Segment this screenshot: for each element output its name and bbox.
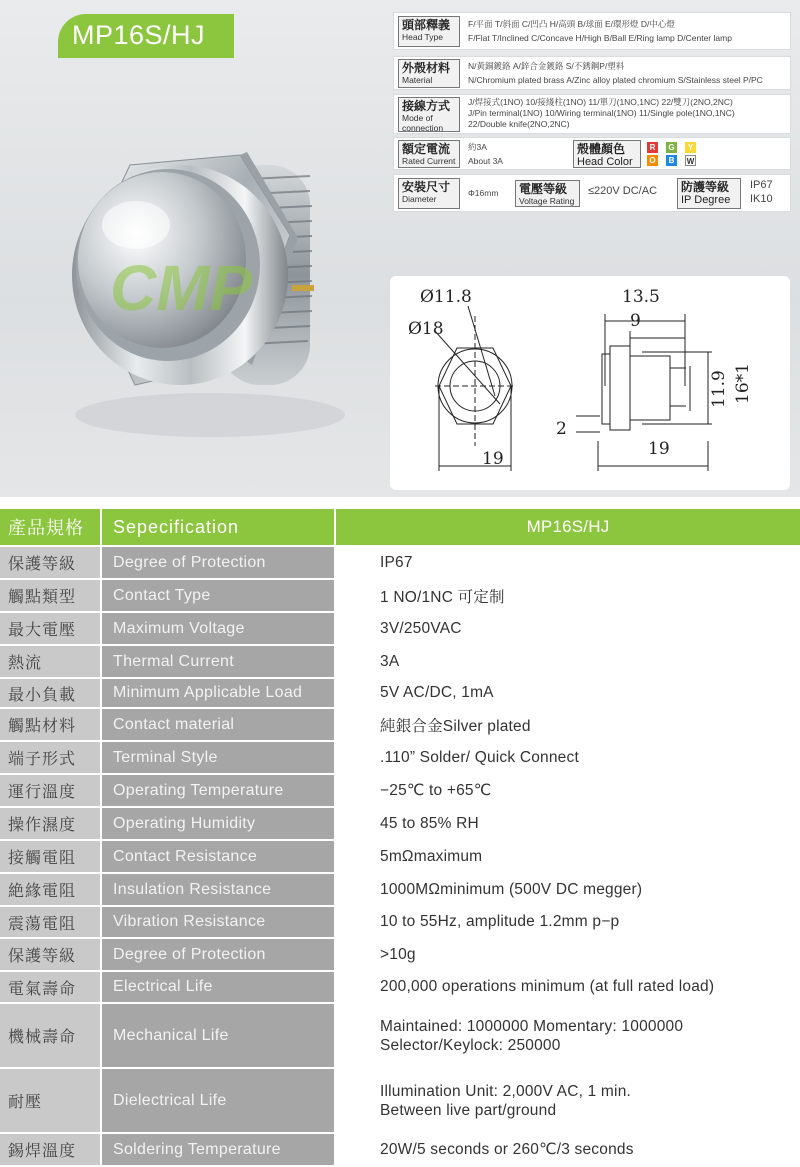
spec-label-en: Soldering Temperature <box>102 1134 334 1165</box>
connection-line-3: 22/Double knife(2NO,2NC) <box>468 119 570 129</box>
spec-value: 200,000 operations minimum (at full rated load) <box>336 972 800 1002</box>
ip-text-2: IK10 <box>750 193 773 205</box>
spec-label-en: Insulation Resistance <box>102 874 334 905</box>
rating-info <box>393 174 791 212</box>
spec-label-zh: 運行溫度 <box>0 775 100 806</box>
spec-row <box>0 1134 800 1167</box>
spec-label-en: Degree of Protection <box>102 547 334 578</box>
color-chip-g: G <box>666 142 677 153</box>
current-text-en: About 3A <box>468 156 503 166</box>
spec-value-line: Between live part/ground <box>380 1101 557 1119</box>
spec-label-zh: 絶緣電阻 <box>0 874 100 905</box>
spec-row <box>0 580 800 613</box>
spec-row <box>0 1069 800 1134</box>
spec-label-en: Minimum Applicable Load <box>102 679 334 707</box>
connection-info <box>393 94 791 134</box>
spec-row <box>0 775 800 808</box>
spec-value: 1000MΩminimum (500V DC megger) <box>336 874 800 905</box>
spec-value: 3A <box>336 646 800 677</box>
spec-row <box>0 874 800 907</box>
dim-side-width: 19 <box>648 439 670 459</box>
spec-row <box>0 679 800 709</box>
brand-watermark: CMP <box>110 252 253 324</box>
spec-label-en: Dielectrical Life <box>102 1069 334 1132</box>
dim-side-thread: 9 <box>630 311 641 331</box>
spec-value <box>336 1069 800 1132</box>
dim-outer-diameter: Ø18 <box>408 319 444 339</box>
dimension-drawing <box>390 276 790 490</box>
spec-row <box>0 907 800 939</box>
spec-header-en: Sepecification <box>102 509 334 545</box>
head-color-label: 殼體顏色 Head Color <box>573 140 641 168</box>
spec-row <box>0 841 800 874</box>
spec-value: 10 to 55Hz, amplitude 1.2mm p−p <box>336 907 800 937</box>
spec-value-line: Selector/Keylock: 250000 <box>380 1036 561 1054</box>
spec-value: 純銀合金Silver plated <box>336 709 800 740</box>
spec-row <box>0 939 800 972</box>
ip-text-1: IP67 <box>750 179 773 191</box>
color-chip-b: B <box>666 155 677 166</box>
material-text-en: N/Chromium plated brass A/Zinc alloy plated chromium S/Stainless steel P/PC <box>468 75 763 85</box>
voltage-text: ≤220V DC/AC <box>588 185 658 197</box>
spec-value-line: Maintained: 1000000 Momentary: 1000000 <box>380 1017 684 1035</box>
spec-value: 3V/250VAC <box>336 613 800 644</box>
dim-side-base: 2 <box>556 419 567 439</box>
spec-value: 5V AC/DC, 1mA <box>336 679 800 707</box>
spec-label-zh: 最大電壓 <box>0 613 100 644</box>
spec-row <box>0 1004 800 1069</box>
product-title: MP16S/HJ <box>72 20 206 50</box>
dim-front-width: 19 <box>482 449 504 469</box>
material-info <box>393 56 791 90</box>
head-type-text-en: F/Flat T/Inclined C/Concave H/High B/Ball E/Ring lamp D/Center lamp <box>468 33 732 43</box>
spec-label-zh: 端子形式 <box>0 742 100 773</box>
spec-value <box>336 1004 800 1067</box>
spec-value: 5mΩmaximum <box>336 841 800 872</box>
spec-label-en: Terminal Style <box>102 742 334 773</box>
spec-label-en: Contact Type <box>102 580 334 611</box>
spec-label-en: Operating Humidity <box>102 808 334 839</box>
spec-label-zh: 熱流 <box>0 646 100 677</box>
spec-value: −25℃ to +65℃ <box>336 775 800 806</box>
spec-label-zh: 操作濕度 <box>0 808 100 839</box>
spec-label-en: Maximum Voltage <box>102 613 334 644</box>
spec-label-en: Vibration Resistance <box>102 907 334 937</box>
connection-label: 接線方式 Mode of connection <box>398 97 460 132</box>
spec-value: >10g <box>336 939 800 970</box>
spec-value: 20W/5 seconds or 260℃/3 seconds <box>336 1134 800 1165</box>
spec-row <box>0 808 800 841</box>
spec-row <box>0 646 800 679</box>
current-color-info <box>393 137 791 170</box>
spec-header-zh: 產品規格 <box>0 509 100 545</box>
spec-label-zh: 觸點材料 <box>0 709 100 740</box>
head-type-label: 頭部釋義 Head Type <box>398 16 460 47</box>
dim-thread-diameter: 16*1 <box>733 363 753 404</box>
dimension-drawing-svg <box>390 276 790 490</box>
spec-label-en: Contact material <box>102 709 334 740</box>
spec-label-zh: 震蕩電阻 <box>0 907 100 937</box>
spec-label-en: Degree of Protection <box>102 939 334 970</box>
connection-line-2: J/Pin terminal(1NO) 10/Wiring terminal(1NO) 11/Single pole(1NO,1NC) <box>468 108 735 118</box>
spec-label-zh: 最小負載 <box>0 679 100 707</box>
diameter-label: 安裝尺寸 Diameter <box>398 178 460 209</box>
color-chip-r: R <box>647 142 658 153</box>
voltage-label: 電壓等級 Voltage Rating <box>515 180 580 207</box>
head-type-info <box>393 12 791 50</box>
spec-row <box>0 972 800 1004</box>
dim-side-height: 11.9 <box>709 370 729 408</box>
ip-label: 防護等級 IP Degree <box>677 178 741 209</box>
push-button-switch-image <box>40 60 370 480</box>
product-overview <box>0 0 800 497</box>
spec-label-en: Electrical Life <box>102 972 334 1002</box>
spec-label-en: Contact Resistance <box>102 841 334 872</box>
current-label: 額定電流 Rated Current <box>398 140 460 168</box>
spec-label-en: Thermal Current <box>102 646 334 677</box>
spec-label-zh: 錫焊溫度 <box>0 1134 100 1165</box>
material-label: 外殼材料 Material <box>398 59 460 88</box>
spec-value: IP67 <box>336 547 800 578</box>
diameter-text: Φ16mm <box>468 188 499 198</box>
spec-header-row <box>0 509 800 547</box>
spec-label-en: Operating Temperature <box>102 775 334 806</box>
spec-value: 1 NO/1NC 可定制 <box>336 580 800 611</box>
spec-value-line: Illumination Unit: 2,000V AC, 1 min. <box>380 1082 632 1100</box>
spec-label-zh: 保護等級 <box>0 547 100 578</box>
spec-label-zh: 機械壽命 <box>0 1004 100 1067</box>
spec-label-zh: 觸點類型 <box>0 580 100 611</box>
spec-value: 45 to 85% RH <box>336 808 800 839</box>
spec-header-model: MP16S/HJ <box>336 509 800 545</box>
material-text: N/黃銅鍍鉻 A/鋅合金鍍鉻 S/不銹鋼P/塑料 <box>468 61 625 71</box>
spec-label-zh: 耐壓 <box>0 1069 100 1132</box>
dim-side-total: 13.5 <box>622 287 660 307</box>
spec-row <box>0 613 800 646</box>
spec-row <box>0 742 800 775</box>
spec-label-zh: 電氣壽命 <box>0 972 100 1002</box>
spec-label-zh: 接觸電阻 <box>0 841 100 872</box>
dim-inner-diameter: Ø11.8 <box>420 287 472 307</box>
connection-line-1: J/焊接式(1NO) 10/接綫柱(1NO) 11/單刀(1NO,1NC) 22/雙刀(2NO,2NC) <box>468 97 733 107</box>
color-chip-o: O <box>647 155 658 166</box>
spec-row <box>0 709 800 742</box>
current-text: 約3A <box>468 142 487 152</box>
spec-row <box>0 547 800 580</box>
spec-label-zh: 保護等級 <box>0 939 100 970</box>
head-type-text: F/平面 T/斜面 C/凹凸 H/高頭 B/球面 E/環形燈 D/中心燈 <box>468 19 675 29</box>
color-chip-w: W <box>686 157 695 166</box>
spec-value: .110” Solder/ Quick Connect <box>336 742 800 773</box>
color-chip-y: Y <box>685 142 696 153</box>
spec-label-en: Mechanical Life <box>102 1004 334 1067</box>
